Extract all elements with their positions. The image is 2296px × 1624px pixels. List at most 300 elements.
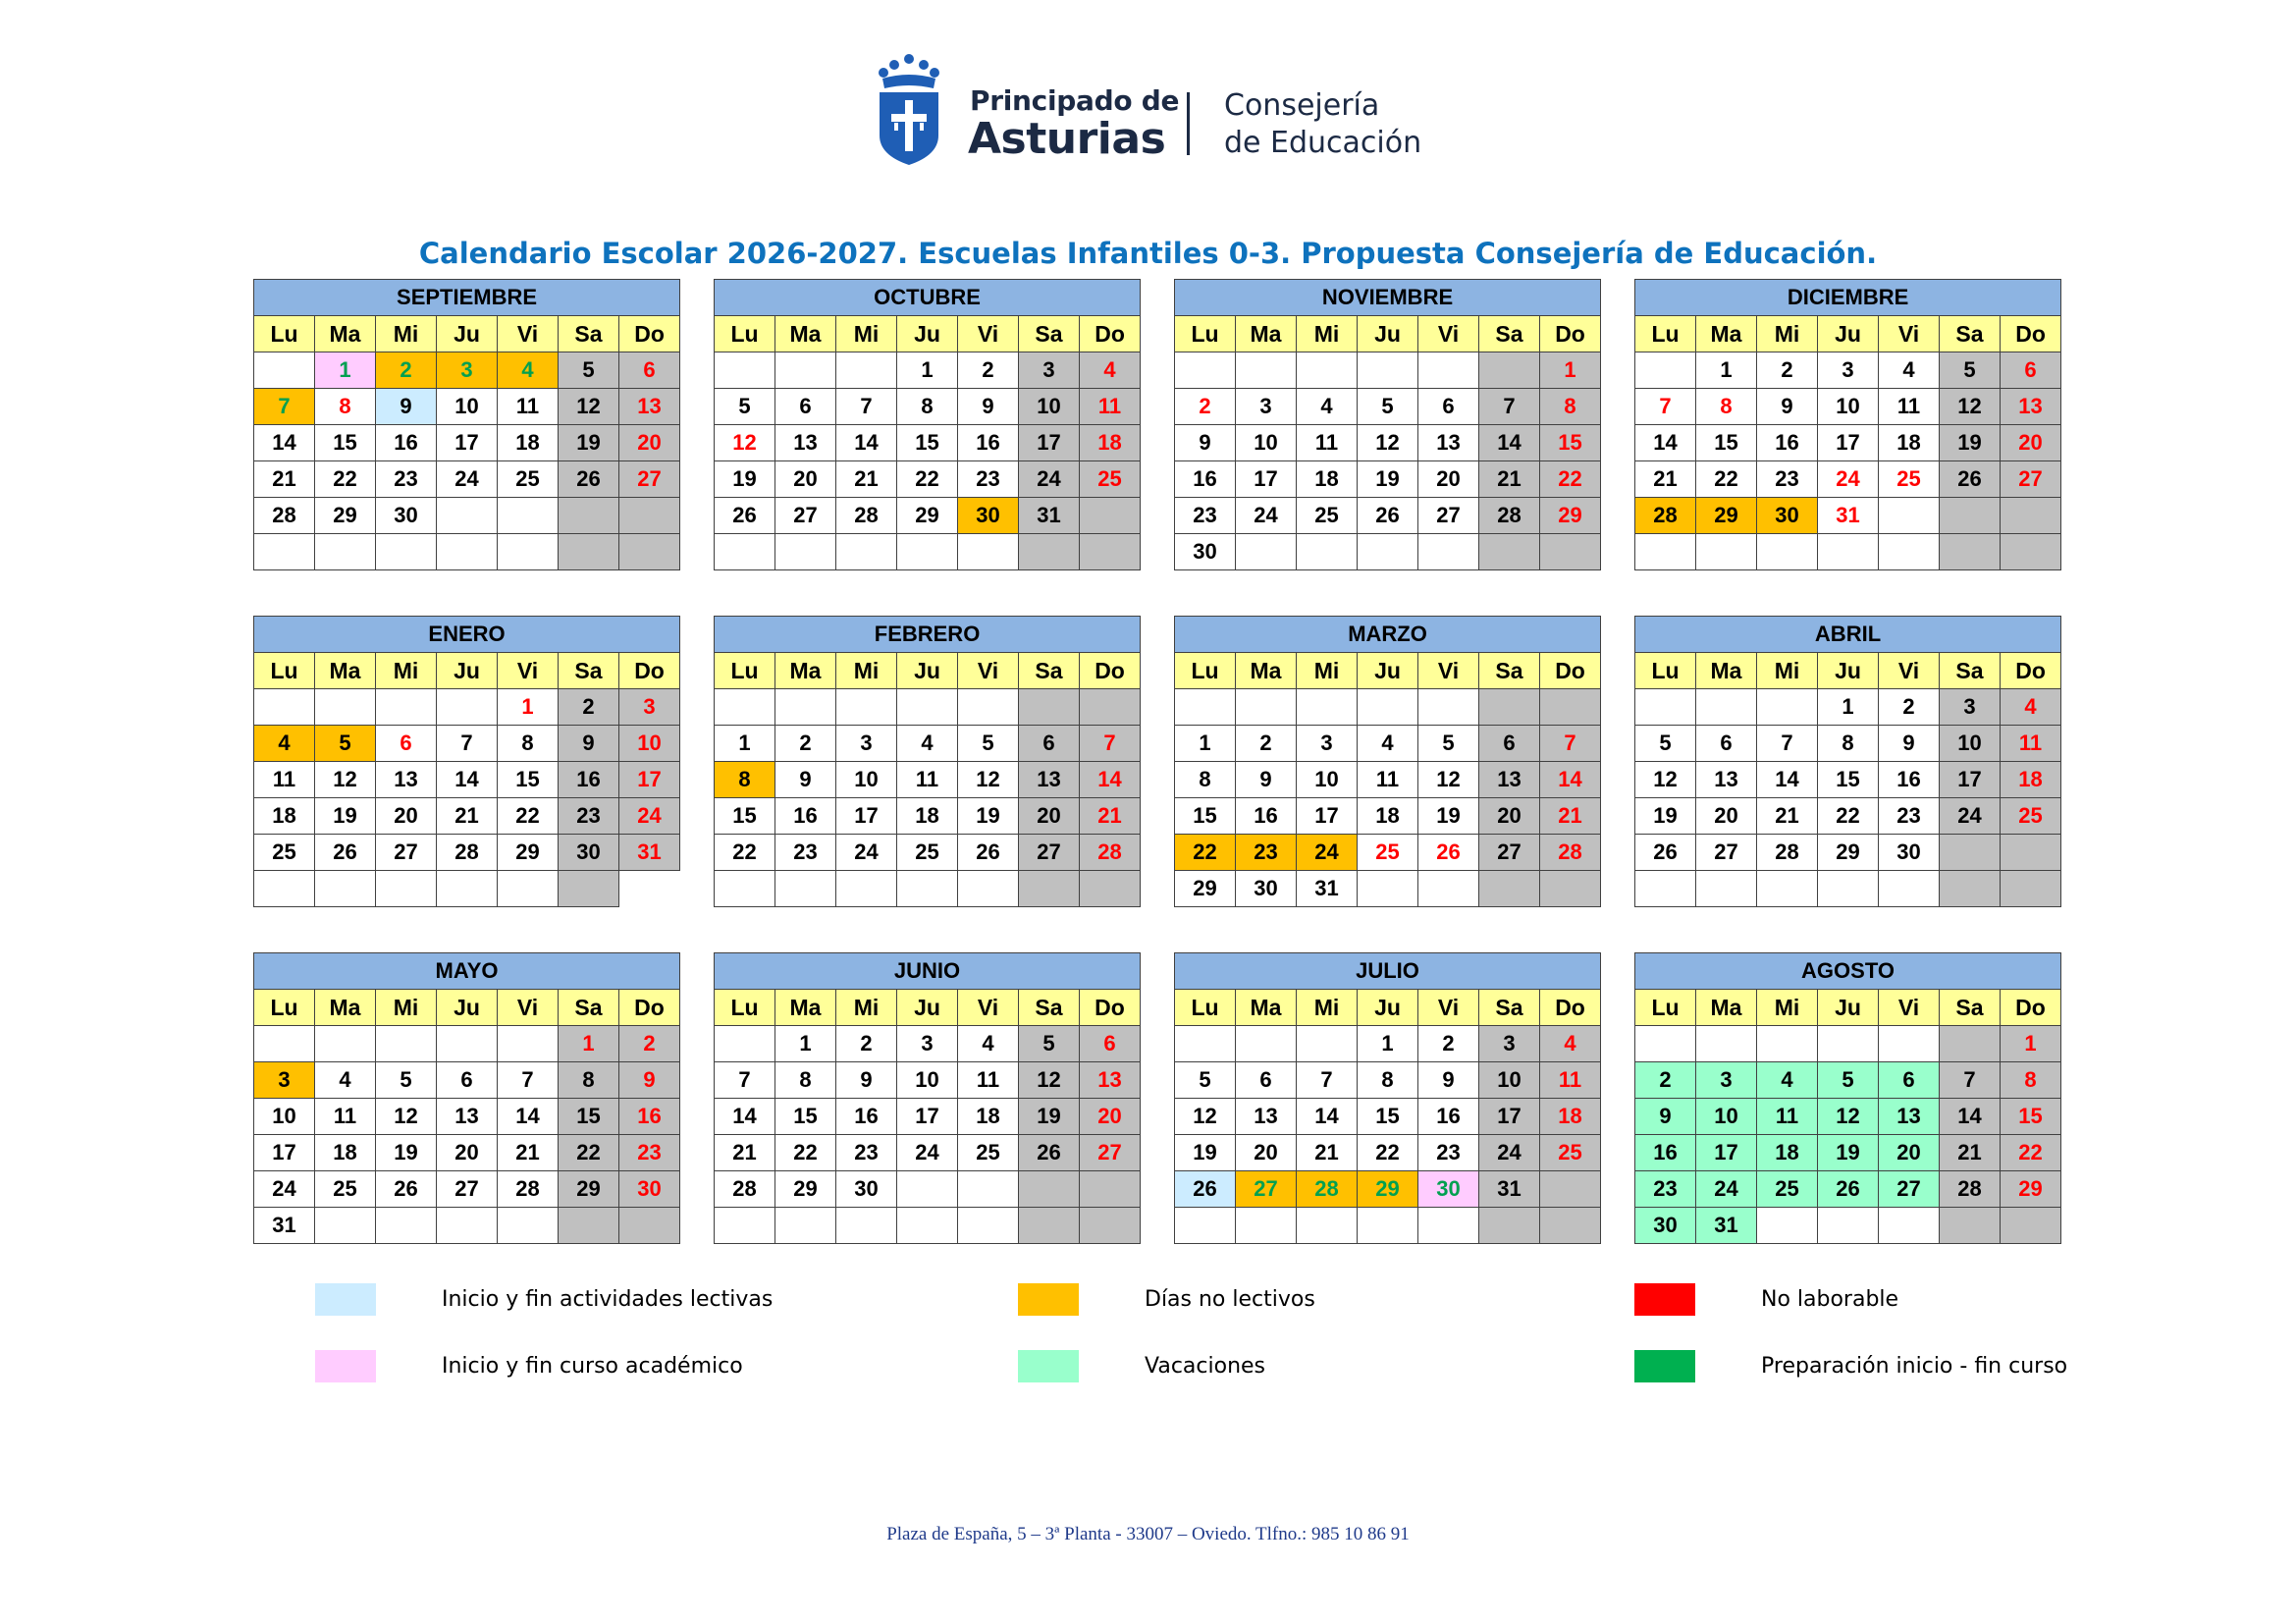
empty-cell xyxy=(958,871,1019,907)
empty-cell xyxy=(775,352,836,389)
empty-cell xyxy=(958,689,1019,726)
day-cell: 9 xyxy=(775,762,836,798)
day-cell: 11 xyxy=(1080,389,1141,425)
day-cell: 13 xyxy=(1418,425,1479,461)
day-cell: 22 xyxy=(1696,461,1757,498)
day-cell: 11 xyxy=(1540,1062,1601,1099)
day-cell: 21 xyxy=(1635,461,1696,498)
empty-cell xyxy=(1696,689,1757,726)
day-cell: 7 xyxy=(254,389,315,425)
empty-cell xyxy=(437,1026,498,1062)
empty-cell xyxy=(315,871,376,907)
weekday-label: Do xyxy=(1540,990,1601,1026)
day-cell: 23 xyxy=(1635,1171,1696,1208)
weekday-label: Do xyxy=(2001,316,2061,352)
day-cell: 23 xyxy=(559,798,619,835)
weekday-label: Sa xyxy=(1019,990,1080,1026)
day-cell: 27 xyxy=(1879,1171,1940,1208)
empty-cell xyxy=(715,1208,775,1244)
empty-cell xyxy=(958,1208,1019,1244)
day-cell: 16 xyxy=(1236,798,1297,835)
legend-label: Preparación inicio - fin curso xyxy=(1761,1354,2068,1379)
day-cell: 7 xyxy=(715,1062,775,1099)
weekday-label: Ma xyxy=(1236,316,1297,352)
empty-cell xyxy=(1358,352,1418,389)
weekday-label: Vi xyxy=(1879,990,1940,1026)
weekday-label: Vi xyxy=(1879,316,1940,352)
day-cell: 12 xyxy=(1818,1099,1879,1135)
day-cell: 22 xyxy=(1540,461,1601,498)
weekday-label: Mi xyxy=(836,316,897,352)
weekday-label: Do xyxy=(2001,653,2061,689)
empty-cell xyxy=(1418,1208,1479,1244)
empty-cell xyxy=(1236,352,1297,389)
day-cell: 28 xyxy=(254,498,315,534)
empty-cell xyxy=(619,534,680,570)
weekday-label: Vi xyxy=(498,990,559,1026)
day-cell: 13 xyxy=(1080,1062,1141,1099)
day-cell: 29 xyxy=(315,498,376,534)
day-cell: 22 xyxy=(559,1135,619,1171)
weekday-label: Vi xyxy=(1879,653,1940,689)
day-cell: 28 xyxy=(1635,498,1696,534)
day-cell: 11 xyxy=(1879,389,1940,425)
weekday-label: Vi xyxy=(1418,316,1479,352)
day-cell: 8 xyxy=(1358,1062,1418,1099)
day-cell: 2 xyxy=(1175,389,1236,425)
day-cell: 23 xyxy=(836,1135,897,1171)
day-cell: 12 xyxy=(559,389,619,425)
empty-cell xyxy=(437,689,498,726)
month-enero xyxy=(253,616,680,907)
weekday-label: Vi xyxy=(958,990,1019,1026)
day-cell: 21 xyxy=(498,1135,559,1171)
day-cell: 24 xyxy=(1940,798,2001,835)
day-cell: 4 xyxy=(1080,352,1141,389)
day-cell: 8 xyxy=(1540,389,1601,425)
day-cell: 12 xyxy=(1175,1099,1236,1135)
weekday-label: Ma xyxy=(1236,653,1297,689)
day-cell: 15 xyxy=(559,1099,619,1135)
day-cell: 12 xyxy=(1418,762,1479,798)
day-cell: 11 xyxy=(2001,726,2061,762)
day-cell: 3 xyxy=(254,1062,315,1099)
day-cell: 18 xyxy=(958,1099,1019,1135)
empty-cell xyxy=(2001,534,2061,570)
empty-cell xyxy=(1940,498,2001,534)
day-cell: 31 xyxy=(1297,871,1358,907)
weekday-label: Ju xyxy=(437,653,498,689)
day-cell: 9 xyxy=(559,726,619,762)
day-cell: 1 xyxy=(715,726,775,762)
day-cell: 14 xyxy=(498,1099,559,1135)
day-cell: 17 xyxy=(1940,762,2001,798)
legend-swatch xyxy=(1018,1283,1079,1316)
weekday-label: Do xyxy=(1080,990,1141,1026)
day-cell: 31 xyxy=(619,835,680,871)
empty-cell xyxy=(1757,689,1818,726)
empty-cell xyxy=(2001,498,2061,534)
weekday-label: Mi xyxy=(1757,316,1818,352)
weekday-label: Mi xyxy=(1757,653,1818,689)
day-cell: 24 xyxy=(1236,498,1297,534)
empty-cell xyxy=(559,1208,619,1244)
empty-cell xyxy=(1540,1171,1601,1208)
day-cell: 1 xyxy=(1818,689,1879,726)
weekday-label: Do xyxy=(2001,990,2061,1026)
weekday-label: Vi xyxy=(958,653,1019,689)
empty-cell xyxy=(1879,1026,1940,1062)
day-cell: 6 xyxy=(1236,1062,1297,1099)
weekday-label: Lu xyxy=(1175,990,1236,1026)
day-cell: 19 xyxy=(1175,1135,1236,1171)
day-cell: 12 xyxy=(315,762,376,798)
day-cell: 17 xyxy=(897,1099,958,1135)
empty-cell xyxy=(498,1026,559,1062)
month-name: SEPTIEMBRE xyxy=(254,280,680,316)
day-cell: 15 xyxy=(315,425,376,461)
day-cell: 18 xyxy=(1358,798,1418,835)
day-cell: 11 xyxy=(498,389,559,425)
weekday-label: Ju xyxy=(1358,316,1418,352)
day-cell: 24 xyxy=(254,1171,315,1208)
day-cell: 14 xyxy=(1757,762,1818,798)
empty-cell xyxy=(775,1208,836,1244)
day-cell: 17 xyxy=(1297,798,1358,835)
weekday-label: Sa xyxy=(1940,316,2001,352)
day-cell: 30 xyxy=(1236,871,1297,907)
day-cell: 19 xyxy=(1019,1099,1080,1135)
empty-cell xyxy=(498,871,559,907)
day-cell: 26 xyxy=(958,835,1019,871)
weekday-label: Ma xyxy=(775,990,836,1026)
day-cell: 1 xyxy=(498,689,559,726)
day-cell: 22 xyxy=(715,835,775,871)
day-cell: 8 xyxy=(559,1062,619,1099)
day-cell: 4 xyxy=(1540,1026,1601,1062)
day-cell: 19 xyxy=(715,461,775,498)
day-cell: 5 xyxy=(1019,1026,1080,1062)
day-cell: 12 xyxy=(958,762,1019,798)
day-cell: 18 xyxy=(254,798,315,835)
weekday-label: Ma xyxy=(315,316,376,352)
day-cell: 2 xyxy=(836,1026,897,1062)
weekday-label: Mi xyxy=(376,653,437,689)
weekday-label: Ju xyxy=(1818,316,1879,352)
day-cell: 18 xyxy=(1540,1099,1601,1135)
day-cell: 20 xyxy=(376,798,437,835)
day-cell: 20 xyxy=(1479,798,1540,835)
day-cell: 22 xyxy=(1358,1135,1418,1171)
day-cell: 3 xyxy=(1297,726,1358,762)
empty-cell xyxy=(1080,689,1141,726)
day-cell: 14 xyxy=(1635,425,1696,461)
day-cell: 26 xyxy=(315,835,376,871)
day-cell: 25 xyxy=(1757,1171,1818,1208)
day-cell: 1 xyxy=(2001,1026,2061,1062)
month-noviembre xyxy=(1174,279,1601,570)
day-cell: 27 xyxy=(1418,498,1479,534)
day-cell: 21 xyxy=(1757,798,1818,835)
day-cell: 6 xyxy=(1019,726,1080,762)
day-cell: 5 xyxy=(1418,726,1479,762)
weekday-label: Sa xyxy=(1019,653,1080,689)
day-cell: 5 xyxy=(1358,389,1418,425)
weekday-label: Sa xyxy=(1479,316,1540,352)
weekday-label: Ma xyxy=(315,990,376,1026)
legend-swatch xyxy=(315,1350,376,1382)
day-cell: 18 xyxy=(1757,1135,1818,1171)
day-cell: 25 xyxy=(1540,1135,1601,1171)
day-cell: 8 xyxy=(1818,726,1879,762)
month-name: ABRIL xyxy=(1635,617,2061,653)
empty-cell xyxy=(1696,534,1757,570)
day-cell: 15 xyxy=(775,1099,836,1135)
weekday-label: Mi xyxy=(1297,653,1358,689)
day-cell: 5 xyxy=(1818,1062,1879,1099)
day-cell: 17 xyxy=(1696,1135,1757,1171)
day-cell: 13 xyxy=(1019,762,1080,798)
month-febrero xyxy=(714,616,1141,907)
day-cell: 8 xyxy=(897,389,958,425)
day-cell: 23 xyxy=(1757,461,1818,498)
day-cell: 13 xyxy=(1236,1099,1297,1135)
day-cell: 1 xyxy=(1358,1026,1418,1062)
day-cell: 2 xyxy=(376,352,437,389)
day-cell: 19 xyxy=(1418,798,1479,835)
day-cell: 25 xyxy=(315,1171,376,1208)
day-cell: 5 xyxy=(315,726,376,762)
empty-cell xyxy=(836,1208,897,1244)
day-cell: 8 xyxy=(1696,389,1757,425)
day-cell: 23 xyxy=(619,1135,680,1171)
empty-cell xyxy=(1818,1208,1879,1244)
day-cell: 28 xyxy=(1540,835,1601,871)
day-cell: 6 xyxy=(1696,726,1757,762)
empty-cell xyxy=(1418,871,1479,907)
day-cell: 6 xyxy=(775,389,836,425)
empty-cell xyxy=(1236,534,1297,570)
empty-cell xyxy=(559,534,619,570)
day-cell: 23 xyxy=(775,835,836,871)
day-cell: 1 xyxy=(1696,352,1757,389)
day-cell: 5 xyxy=(1175,1062,1236,1099)
empty-cell xyxy=(1080,534,1141,570)
day-cell: 5 xyxy=(1940,352,2001,389)
day-cell: 16 xyxy=(1757,425,1818,461)
day-cell: 12 xyxy=(1358,425,1418,461)
day-cell: 5 xyxy=(376,1062,437,1099)
legend-swatch xyxy=(1634,1350,1695,1382)
empty-cell xyxy=(715,534,775,570)
weekday-label: Vi xyxy=(1418,990,1479,1026)
day-cell: 30 xyxy=(1418,1171,1479,1208)
legend-swatch xyxy=(1634,1283,1695,1316)
day-cell: 6 xyxy=(1479,726,1540,762)
day-cell: 10 xyxy=(836,762,897,798)
empty-cell xyxy=(897,1171,958,1208)
empty-cell xyxy=(775,689,836,726)
day-cell: 4 xyxy=(315,1062,376,1099)
empty-cell xyxy=(315,1208,376,1244)
weekday-label: Ju xyxy=(1358,653,1418,689)
empty-cell xyxy=(1080,498,1141,534)
empty-cell xyxy=(775,871,836,907)
day-cell: 20 xyxy=(775,461,836,498)
day-cell: 6 xyxy=(2001,352,2061,389)
day-cell: 14 xyxy=(1940,1099,2001,1135)
empty-cell xyxy=(836,352,897,389)
empty-cell xyxy=(376,689,437,726)
day-cell: 22 xyxy=(2001,1135,2061,1171)
day-cell: 20 xyxy=(1080,1099,1141,1135)
day-cell: 17 xyxy=(254,1135,315,1171)
day-cell: 26 xyxy=(1418,835,1479,871)
day-cell: 31 xyxy=(1696,1208,1757,1244)
day-cell: 9 xyxy=(1236,762,1297,798)
day-cell: 4 xyxy=(1879,352,1940,389)
day-cell: 29 xyxy=(559,1171,619,1208)
page-title: Calendario Escolar 2026-2027. Escuelas Infantiles 0-3. Propuesta Consejería de Educación. xyxy=(418,237,1878,270)
day-cell: 3 xyxy=(1236,389,1297,425)
weekday-label: Do xyxy=(619,653,680,689)
empty-cell xyxy=(619,871,680,907)
empty-cell xyxy=(1696,1026,1757,1062)
day-cell: 30 xyxy=(1175,534,1236,570)
day-cell: 30 xyxy=(376,498,437,534)
empty-cell xyxy=(1175,1208,1236,1244)
day-cell: 20 xyxy=(2001,425,2061,461)
day-cell: 5 xyxy=(559,352,619,389)
day-cell: 21 xyxy=(1479,461,1540,498)
month-name: NOVIEMBRE xyxy=(1175,280,1601,316)
empty-cell xyxy=(376,1026,437,1062)
weekday-label: Mi xyxy=(1297,990,1358,1026)
day-cell: 26 xyxy=(1175,1171,1236,1208)
empty-cell xyxy=(1757,1026,1818,1062)
empty-cell xyxy=(1940,1026,2001,1062)
empty-cell xyxy=(1757,1208,1818,1244)
weekday-label: Sa xyxy=(1019,316,1080,352)
empty-cell xyxy=(498,534,559,570)
day-cell: 4 xyxy=(254,726,315,762)
month-julio xyxy=(1174,952,1601,1244)
day-cell: 16 xyxy=(1418,1099,1479,1135)
empty-cell xyxy=(1297,689,1358,726)
day-cell: 20 xyxy=(1696,798,1757,835)
day-cell: 2 xyxy=(1635,1062,1696,1099)
day-cell: 8 xyxy=(315,389,376,425)
day-cell: 10 xyxy=(1297,762,1358,798)
day-cell: 17 xyxy=(437,425,498,461)
day-cell: 11 xyxy=(1358,762,1418,798)
empty-cell xyxy=(1297,352,1358,389)
day-cell: 4 xyxy=(1358,726,1418,762)
day-cell: 23 xyxy=(1175,498,1236,534)
page-header xyxy=(0,49,2296,177)
empty-cell xyxy=(1940,835,2001,871)
day-cell: 15 xyxy=(1540,425,1601,461)
day-cell: 22 xyxy=(775,1135,836,1171)
weekday-label: Vi xyxy=(1418,653,1479,689)
day-cell: 14 xyxy=(437,762,498,798)
day-cell: 23 xyxy=(376,461,437,498)
empty-cell xyxy=(437,1208,498,1244)
empty-cell xyxy=(715,1026,775,1062)
day-cell: 28 xyxy=(1940,1171,2001,1208)
day-cell: 21 xyxy=(715,1135,775,1171)
day-cell: 16 xyxy=(958,425,1019,461)
day-cell: 30 xyxy=(1757,498,1818,534)
empty-cell xyxy=(1175,689,1236,726)
day-cell: 29 xyxy=(897,498,958,534)
day-cell: 10 xyxy=(619,726,680,762)
month-marzo xyxy=(1174,616,1601,907)
day-cell: 2 xyxy=(1879,689,1940,726)
empty-cell xyxy=(1358,689,1418,726)
empty-cell xyxy=(897,534,958,570)
day-cell: 4 xyxy=(1297,389,1358,425)
day-cell: 27 xyxy=(376,835,437,871)
empty-cell xyxy=(315,689,376,726)
empty-cell xyxy=(1635,689,1696,726)
day-cell: 25 xyxy=(958,1135,1019,1171)
day-cell: 1 xyxy=(315,352,376,389)
day-cell: 12 xyxy=(715,425,775,461)
legend-label: Inicio y fin actividades lectivas xyxy=(442,1287,774,1312)
day-cell: 12 xyxy=(1019,1062,1080,1099)
month-name: MAYO xyxy=(254,953,680,990)
empty-cell xyxy=(559,871,619,907)
day-cell: 18 xyxy=(1297,461,1358,498)
day-cell: 10 xyxy=(1696,1099,1757,1135)
day-cell: 17 xyxy=(1818,425,1879,461)
day-cell: 9 xyxy=(1635,1099,1696,1135)
day-cell: 11 xyxy=(254,762,315,798)
day-cell: 3 xyxy=(1818,352,1879,389)
empty-cell xyxy=(1879,1208,1940,1244)
day-cell: 18 xyxy=(2001,762,2061,798)
empty-cell xyxy=(254,1026,315,1062)
day-cell: 13 xyxy=(775,425,836,461)
weekday-label: Lu xyxy=(715,990,775,1026)
day-cell: 25 xyxy=(1879,461,1940,498)
day-cell: 28 xyxy=(1479,498,1540,534)
day-cell: 24 xyxy=(1818,461,1879,498)
weekday-label: Vi xyxy=(498,653,559,689)
day-cell: 25 xyxy=(2001,798,2061,835)
day-cell: 9 xyxy=(1175,425,1236,461)
empty-cell xyxy=(1479,689,1540,726)
day-cell: 15 xyxy=(2001,1099,2061,1135)
weekday-label: Do xyxy=(1080,316,1141,352)
day-cell: 23 xyxy=(958,461,1019,498)
day-cell: 31 xyxy=(254,1208,315,1244)
day-cell: 2 xyxy=(1418,1026,1479,1062)
day-cell: 5 xyxy=(715,389,775,425)
day-cell: 27 xyxy=(2001,461,2061,498)
day-cell: 13 xyxy=(2001,389,2061,425)
day-cell: 19 xyxy=(559,425,619,461)
weekday-label: Lu xyxy=(254,990,315,1026)
day-cell: 28 xyxy=(498,1171,559,1208)
weekday-label: Sa xyxy=(1479,653,1540,689)
day-cell: 19 xyxy=(1635,798,1696,835)
empty-cell xyxy=(1879,534,1940,570)
empty-cell xyxy=(1418,352,1479,389)
empty-cell xyxy=(1540,1208,1601,1244)
empty-cell xyxy=(1175,1026,1236,1062)
